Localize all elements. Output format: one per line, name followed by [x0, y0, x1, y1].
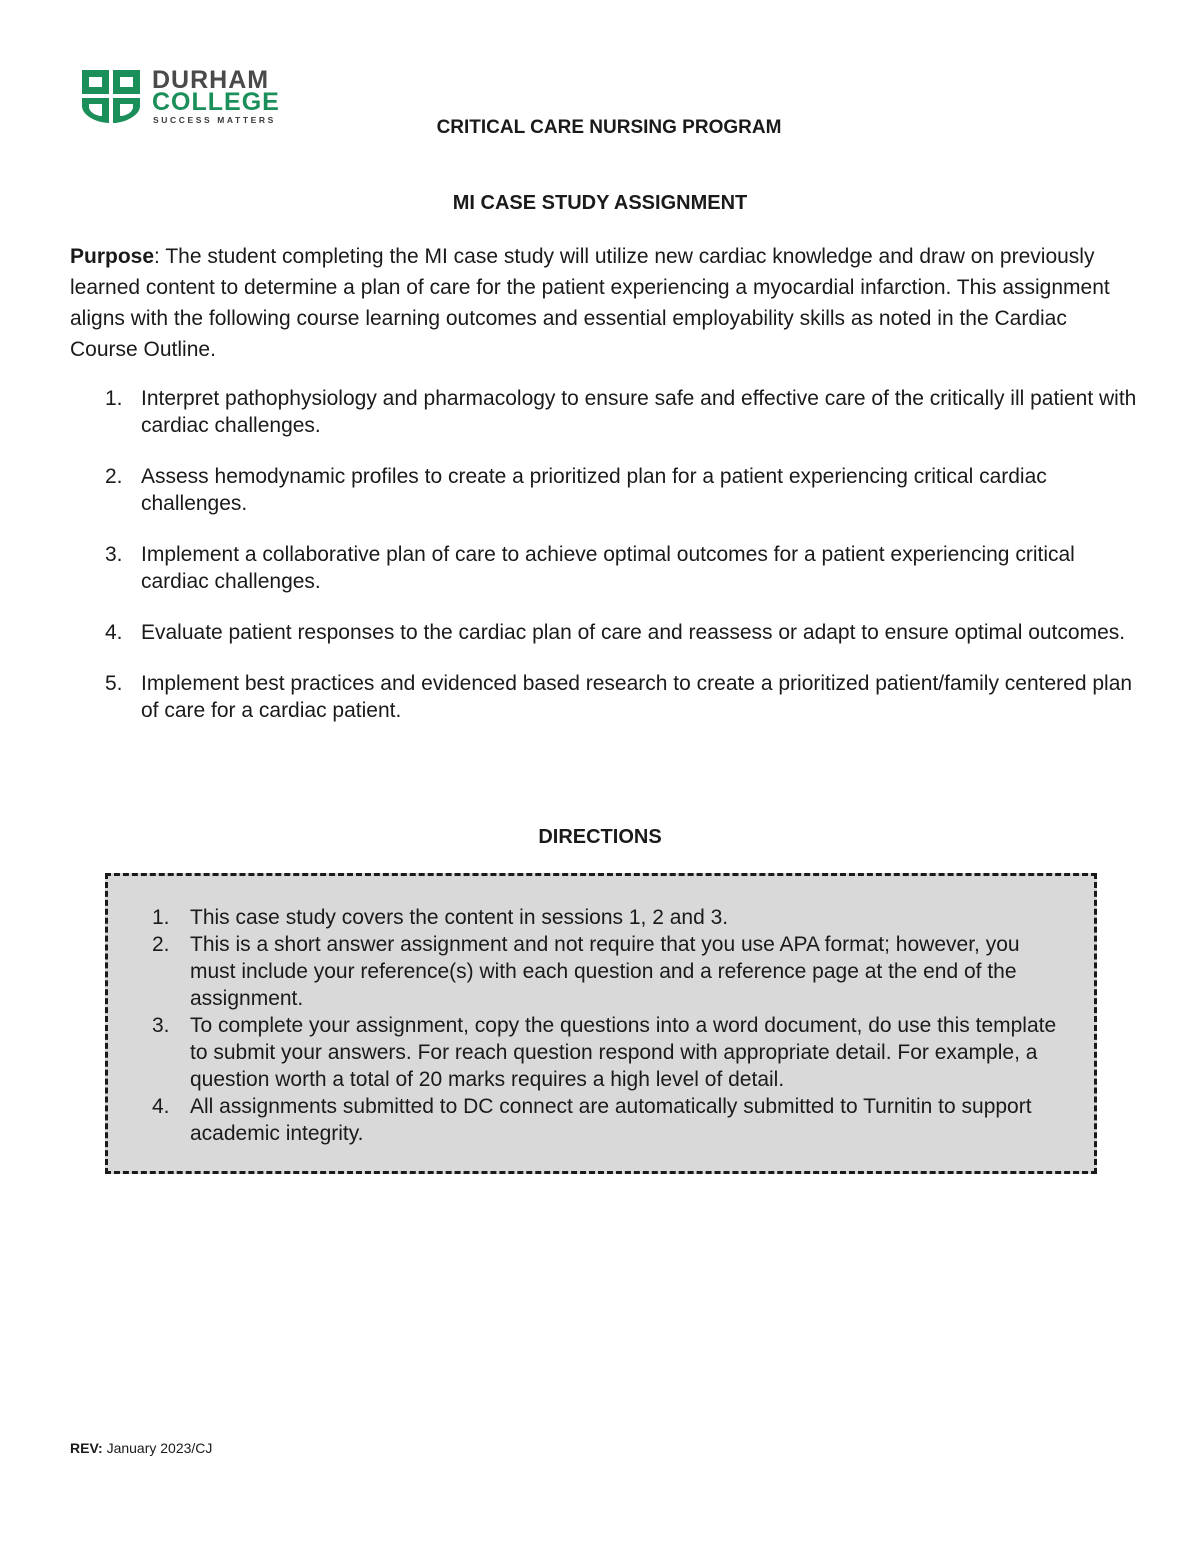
- list-item-number: 1.: [105, 387, 123, 410]
- list-item: [70, 670, 1140, 724]
- list-item-number: 3.: [152, 1014, 170, 1037]
- list-item-text: Assess hemodynamic profiles to create a prioritized plan for a patient experiencing critical cardiac challenges.: [141, 465, 1047, 515]
- list-item: [108, 931, 1068, 1012]
- list-item-number: 4.: [152, 1095, 170, 1118]
- list-item-text: This case study covers the content in sessions 1, 2 and 3.: [190, 906, 729, 929]
- list-item: [108, 1093, 1068, 1147]
- logo-wordmark-college: COLLEGE: [152, 88, 280, 116]
- list-item: [70, 541, 1140, 595]
- assignment-title: MI CASE STUDY ASSIGNMENT: [452, 192, 748, 214]
- list-item-number: 5.: [105, 672, 123, 695]
- list-item-number: 1.: [152, 906, 170, 929]
- list-item-number: 2.: [105, 465, 123, 488]
- list-item: [108, 904, 1068, 931]
- program-title: CRITICAL CARE NURSING PROGRAM: [436, 117, 782, 138]
- list-item: [70, 385, 1140, 439]
- list-item-number: 3.: [105, 543, 123, 566]
- list-item: [70, 463, 1140, 517]
- directions-title: DIRECTIONS: [538, 826, 662, 848]
- purpose-paragraph: [70, 241, 1130, 365]
- list-item-text: All assignments submitted to DC connect are automatically submitted to Turnitin to support academic integrity.: [190, 1095, 1032, 1145]
- list-item: [70, 619, 1140, 646]
- purpose-text: : The student completing the MI case study will utilize new cardiac knowledge and draw on previously learned content to determine a plan of care for the patient experiencing a myocardial infarction. This assignment aligns with the following course learning outcomes and essential employability skills as noted in the Cardiac Course Outline.: [70, 245, 1110, 361]
- list-item-text: Evaluate patient responses to the cardiac plan of care and reassess or adapt to ensure optimal outcomes.: [141, 621, 1126, 644]
- list-item-text: This is a short answer assignment and not require that you use APA format; however, you must include your reference(s) with each question and a reference page at the end of the assignment.: [190, 933, 1020, 1010]
- directions-box: [105, 873, 1097, 1174]
- list-item-text: To complete your assignment, copy the questions into a word document, do use this template to submit your answers. For reach question respond with appropriate detail. For example, a question worth a total of 20 marks requires a high level of detail.: [190, 1014, 1057, 1091]
- revision-label: REV:: [70, 1440, 103, 1456]
- purpose-label: Purpose: [70, 245, 155, 268]
- revision-footer: [70, 1440, 212, 1456]
- revision-text: January 2023/CJ: [102, 1440, 213, 1456]
- list-item-text: Implement a collaborative plan of care to achieve optimal outcomes for a patient experiencing critical cardiac challenges.: [141, 543, 1075, 593]
- logo-wordmark-durham: DURHAM: [152, 66, 270, 94]
- learning-outcomes-list: [70, 385, 1140, 748]
- list-item: [108, 1012, 1068, 1093]
- list-item-number: 4.: [105, 621, 123, 644]
- list-item-text: Implement best practices and evidenced based research to create a prioritized patient/family centered plan of care for a cardiac patient.: [141, 672, 1133, 722]
- list-item-text: Interpret pathophysiology and pharmacology to ensure safe and effective care of the critically ill patient with cardiac challenges.: [141, 387, 1137, 437]
- list-item-number: 2.: [152, 933, 170, 956]
- logo-tagline: SUCCESS MATTERS: [153, 115, 276, 125]
- directions-list: [108, 904, 1068, 1147]
